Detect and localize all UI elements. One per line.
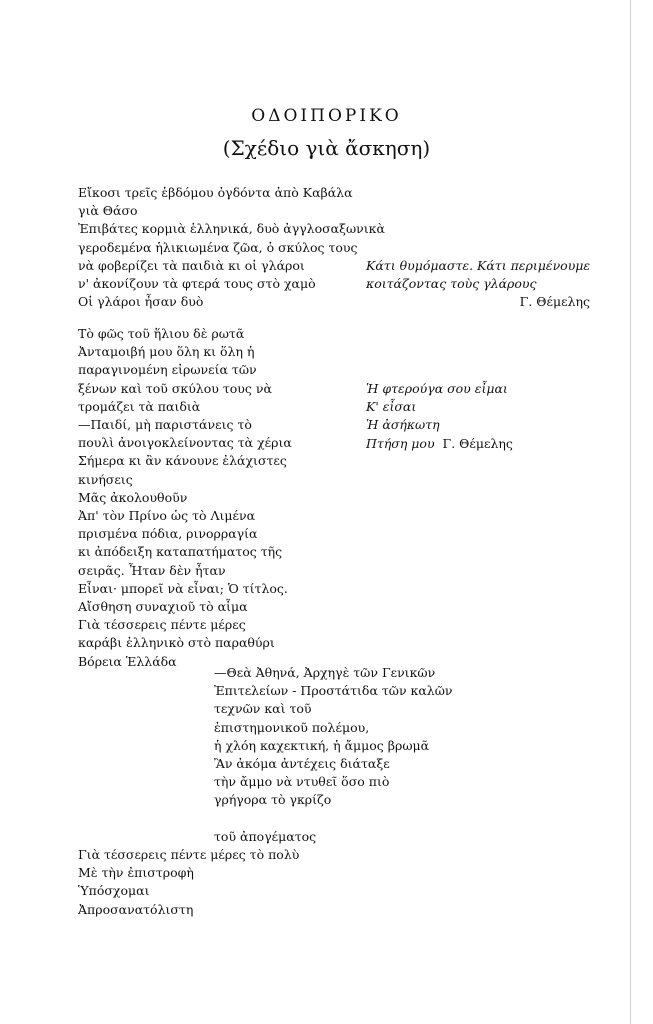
poem-line: κι ἀπόδειξη καταπατήματος τῆς: [78, 544, 283, 560]
poem-line: τεχνῶν καὶ τοῦ: [214, 701, 312, 717]
stanza-2: [78, 325, 292, 671]
poem-line: Εἴκοσι τρεῖς ἑβδόμου ὀγδόντα ἀπὸ Καβάλα: [78, 185, 353, 200]
epigraph-line: Ἡ ἀσήκωτη: [366, 417, 440, 433]
poem-line: τὴν ἄμμο νὰ ντυθεῖ ὅσο πιὸ: [214, 774, 390, 790]
stanza-3: [214, 664, 453, 846]
epigraph-line: Ἡ φτερούγα σου εἶμαι: [366, 381, 508, 396]
poem-line: παραγινομένη εἰρωνεία τῶν: [78, 362, 257, 378]
poem-line: Εἶναι· μπορεῖ νὰ εἶναι; Ὁ τίτλος.: [78, 580, 288, 596]
poem-line: —Παιδί, μὴ παριστάνεις τὸ: [78, 417, 252, 433]
poem-line: ν' ἀκονίζουν τὰ φτερά τους στὸ χαμὸ: [78, 276, 316, 292]
poem-line: γιὰ Θάσο: [78, 203, 138, 219]
poem-line: νὰ φοβερίζει τὰ παιδιὰ κι οἱ γλάροι: [78, 257, 305, 273]
epigraph-signature: Γ. Θέμελης: [519, 294, 590, 310]
poem-line: Σήμερα κι ἂν κάνουνε ἐλάχιστες: [78, 453, 287, 469]
poem-line: Ἐπιτελείων - Προστάτιδα τῶν καλῶν: [214, 683, 453, 699]
epigraph-2: [366, 380, 513, 453]
poem-line: κινήσεις: [78, 471, 133, 487]
epigraph-signature: Γ. Θέμελης: [442, 435, 513, 451]
poem-line: Βόρεια Ἑλλάδα: [78, 653, 177, 669]
poem-line: Γιὰ τέσσερεις πέντε μέρες τὸ πολὺ: [78, 847, 300, 862]
poem-line: τρομάζει τὰ παιδιὰ: [78, 398, 201, 414]
poem-line: Γιὰ τέσσερεις πέντε μέρες: [78, 617, 246, 633]
poem-title: ΟΔΟΙΠΟΡΙΚΟ: [251, 106, 402, 126]
epigraph-line: Κ' εἶσαι: [366, 399, 417, 415]
stanza-1: [78, 184, 385, 311]
blank-line: [214, 810, 453, 828]
poem-subtitle: (Σχέδιο γιὰ ἄσκηση): [222, 136, 431, 160]
epigraph-line: κοιτάζοντας τοὺς γλάρους: [366, 276, 537, 292]
poem-line: —Θεὰ Ἀθηνά, Ἀρχηγὲ τῶν Γενικῶν: [214, 665, 436, 680]
epigraph-line: Πτήση μου: [366, 435, 435, 451]
epigraph-last-line: [366, 435, 513, 453]
poem-line: ἡ χλόη καχεκτική, ἡ ἄμμος βρωμᾶ: [214, 737, 430, 753]
poem-line: καράβι ἑλληνικὸ στὸ παραθύρι: [78, 635, 275, 651]
poem-line: Ἂν ἀκόμα ἀντέχεις διάταξε: [214, 756, 390, 772]
poem-line: πουλὶ ἀνοιγοκλείνοντας τὰ χέρια: [78, 435, 292, 451]
poem-line: ἐπιστημονικοῦ πολέμου,: [214, 719, 370, 735]
poem-line: Ἀπροσανατόλιστη: [78, 901, 194, 917]
epigraph-line: Κάτι θυμόμαστε. Κάτι περιμένουμε: [366, 258, 591, 273]
stanza-4: [78, 846, 299, 919]
poem-line: ξένων καὶ τοῦ σκύλου τους νὰ: [78, 380, 272, 396]
poem-line: Οἱ γλάροι ἦσαν δυὸ: [78, 294, 204, 310]
poem-line: Ἐπιβάτες κορμιὰ ἑλληνικά, δυὸ ἀγγλοσαξωνικὰ: [78, 221, 385, 237]
poem-line: Μὲ τὴν ἐπιστροφὴ: [78, 865, 194, 881]
poem-line: Ὑπόσχομαι: [78, 883, 150, 899]
poem-line: Μᾶς ἀκολουθοῦν: [78, 489, 188, 505]
poem-line: γεροδεμένα ἡλικιωμένα ζῶα, ὁ σκύλος τους: [78, 239, 358, 255]
epigraph-1: [366, 257, 590, 312]
poem-line: σειρᾶς. Ἦταν δὲν ἦταν: [78, 562, 226, 578]
poem-line: τοῦ ἀπογέματος: [214, 828, 317, 844]
poem-line: Ἀπ' τὸν Πρίνο ὡς τὸ Λιμένα: [78, 508, 256, 524]
poem-line: πρισμένα πόδια, ρινορραγία: [78, 526, 258, 542]
poem-line: Αἴσθηση συναχιοῦ τὸ αἷμα: [78, 599, 248, 615]
poem-line: Τὸ φῶς τοῦ ἥλιου δὲ ρωτᾶ: [78, 326, 245, 341]
poem-line: γρήγορα τὸ γκρίζο: [214, 792, 332, 808]
poem-line: Ἀνταμοιβή μου ὅλη κι ὅλη ἡ: [78, 344, 255, 360]
